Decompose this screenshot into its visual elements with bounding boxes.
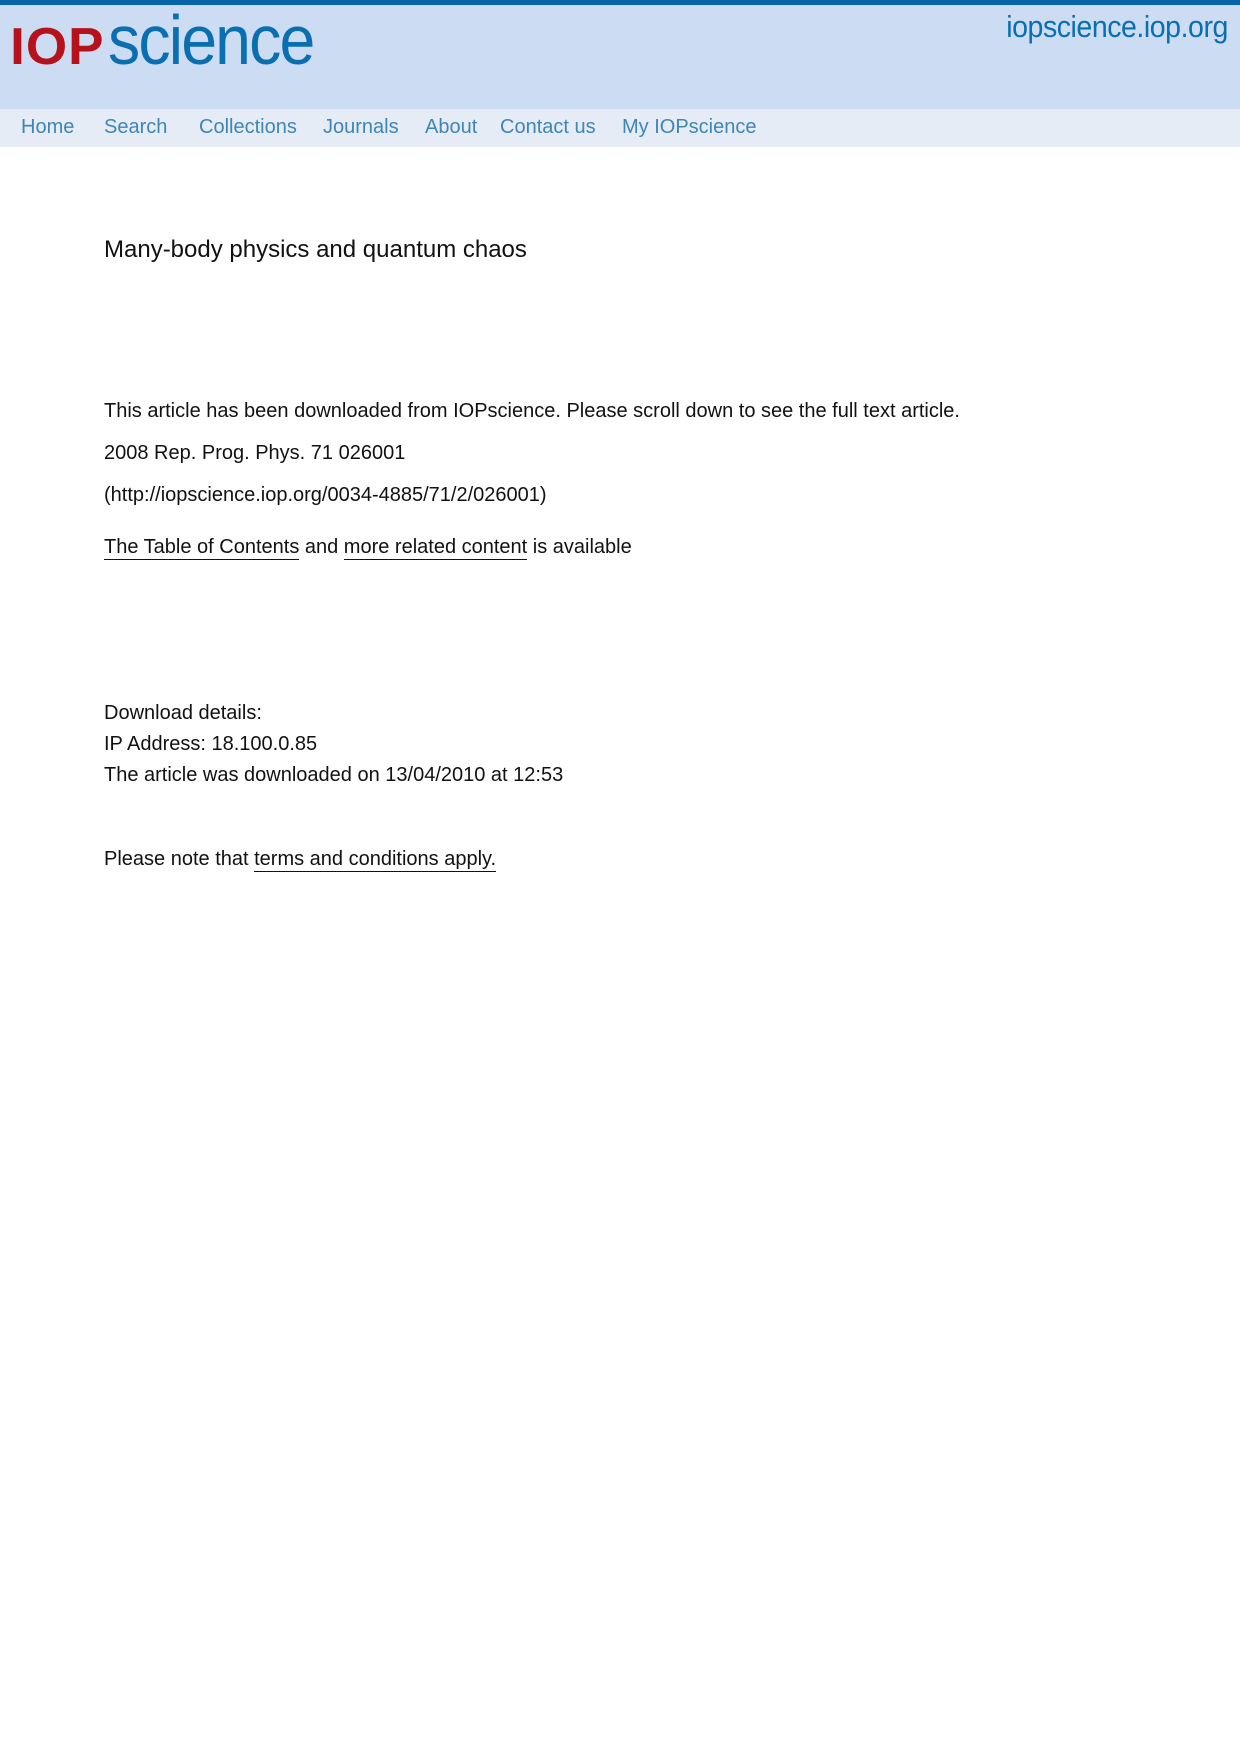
terms-prefix: Please note that <box>104 848 255 870</box>
nav-home[interactable]: Home <box>21 116 75 138</box>
ip-address: IP Address: 18.100.0.85 <box>104 733 318 755</box>
nav-about[interactable]: About <box>425 116 478 138</box>
download-date: The article was downloaded on 13/04/2010 at 12:53 <box>104 764 564 786</box>
terms-line <box>104 848 496 871</box>
nav-contact-us[interactable]: Contact us <box>500 116 596 138</box>
table-of-contents-link[interactable]: The Table of Contents <box>104 536 300 558</box>
nav-collections[interactable]: Collections <box>199 116 297 138</box>
available-text: is available <box>527 536 632 558</box>
related-links-line <box>104 536 632 559</box>
iopscience-logo[interactable] <box>10 1 331 79</box>
more-related-content-link[interactable]: more related content <box>343 536 528 558</box>
site-url-link[interactable]: iopscience.iop.org <box>1006 9 1228 44</box>
download-notice: This article has been downloaded from IOPscience. Please scroll down to see the full text article. <box>104 400 960 422</box>
main-nav <box>0 109 1240 147</box>
article-url: (http://iopscience.iop.org/0034-4885/71/2/026001) <box>104 484 547 506</box>
logo-science-text: science <box>107 1 314 79</box>
logo-iop-text: IOP <box>10 18 105 76</box>
download-details-heading: Download details: <box>104 702 262 724</box>
terms-and-conditions-link[interactable]: terms and conditions apply. <box>254 848 497 870</box>
nav-search[interactable]: Search <box>104 116 168 138</box>
site-header <box>0 0 1240 109</box>
and-text: and <box>299 536 344 558</box>
nav-my-iopscience[interactable]: My IOPscience <box>622 116 757 138</box>
article-citation: 2008 Rep. Prog. Phys. 71 026001 <box>104 442 406 464</box>
nav-journals[interactable]: Journals <box>323 116 399 138</box>
article-title: Many-body physics and quantum chaos <box>104 236 527 263</box>
